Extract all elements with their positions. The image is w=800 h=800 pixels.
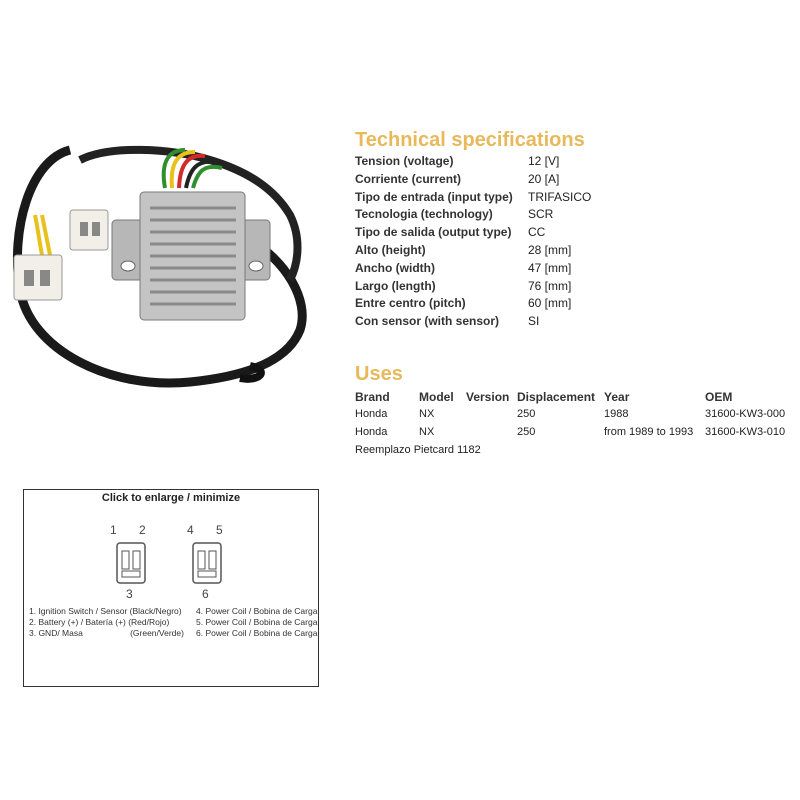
spec-label: Tipo de salida (output type) bbox=[355, 225, 512, 240]
legend-item: 2. Battery (+) / Batería (+) (Red/Rojo) bbox=[29, 616, 170, 627]
spec-value: 20 [A] bbox=[528, 171, 560, 186]
cell-year: from 1989 to 1993 bbox=[604, 425, 694, 438]
table-row bbox=[355, 424, 788, 442]
uses-title: Uses bbox=[355, 363, 403, 385]
col-displacement: Displacement bbox=[517, 390, 596, 404]
pin-label-3: 3 bbox=[126, 587, 133, 601]
cell-displacement: 250 bbox=[517, 425, 536, 438]
spec-value: 76 [mm] bbox=[528, 278, 572, 293]
table-row bbox=[355, 406, 788, 424]
spec-row bbox=[355, 206, 591, 224]
cell-version bbox=[466, 424, 517, 442]
pin-label-5: 5 bbox=[216, 523, 223, 537]
spec-row bbox=[355, 242, 591, 260]
spec-row bbox=[355, 278, 591, 296]
spec-row bbox=[355, 224, 591, 242]
cell-brand: Honda bbox=[355, 408, 388, 420]
spec-row bbox=[355, 295, 591, 313]
legend-left bbox=[29, 606, 184, 638]
pin-label-1: 1 bbox=[110, 523, 117, 537]
spec-value: TRIFASICO bbox=[528, 189, 592, 204]
spec-value: CC bbox=[528, 225, 546, 240]
legend-item: 5. Power Coil / Bobina de Carga bbox=[196, 616, 318, 627]
wiring-diagram[interactable] bbox=[23, 489, 319, 687]
spec-label: Tecnologia (technology) bbox=[355, 207, 493, 222]
pin-label-4: 4 bbox=[187, 523, 194, 537]
spec-label: Entre centro (pitch) bbox=[355, 296, 466, 311]
spec-value: SCR bbox=[528, 207, 554, 222]
col-version: Version bbox=[466, 390, 510, 404]
cell-oem: 31600-KW3-000 bbox=[705, 408, 786, 420]
spec-label: Tipo de entrada (input type) bbox=[355, 189, 513, 204]
spec-label: Largo (length) bbox=[355, 278, 436, 293]
spec-value: 47 [mm] bbox=[528, 260, 572, 275]
replacement-note: Reemplazo Pietcard 1182 bbox=[355, 444, 481, 456]
spec-label: Tension (voltage) bbox=[355, 154, 454, 168]
legend-item: 4. Power Coil / Bobina de Carga bbox=[196, 606, 318, 616]
cell-oem: 31600-KW3-010 bbox=[705, 425, 786, 438]
col-brand: Brand bbox=[355, 390, 390, 404]
cell-year: 1988 bbox=[604, 408, 629, 420]
uses-section bbox=[355, 362, 800, 459]
spec-row bbox=[355, 171, 591, 189]
spec-row bbox=[355, 153, 591, 171]
legend-item: 6. Power Coil / Bobina de Carga bbox=[196, 627, 318, 638]
voltage-regulator-photo bbox=[0, 120, 345, 420]
spec-row bbox=[355, 189, 591, 207]
spec-row bbox=[355, 260, 591, 278]
cell-version bbox=[466, 406, 517, 424]
legend-item: 3. GND/ Masa (Green/Verde) bbox=[29, 627, 184, 638]
spec-label: Ancho (width) bbox=[355, 260, 435, 275]
legend-item: 1. Ignition Switch / Sensor (Black/Negro) bbox=[29, 606, 182, 616]
spec-value: 12 [V] bbox=[528, 154, 560, 168]
connector-left-icon bbox=[116, 542, 146, 584]
enlarge-toggle[interactable]: Click to enlarge / minimize bbox=[101, 492, 241, 504]
cell-model: NX bbox=[419, 425, 435, 438]
spec-table bbox=[355, 153, 591, 331]
specs-title: Technical specifications bbox=[355, 129, 585, 151]
col-year: Year bbox=[604, 390, 630, 404]
technical-specifications bbox=[355, 128, 795, 331]
spec-row bbox=[355, 313, 591, 331]
spec-label: Corriente (current) bbox=[355, 171, 462, 186]
col-model: Model bbox=[419, 390, 454, 404]
spec-value: SI bbox=[528, 314, 540, 329]
pin-label-2: 2 bbox=[139, 523, 146, 537]
spec-value: 28 [mm] bbox=[528, 242, 572, 257]
cell-displacement: 250 bbox=[517, 408, 536, 420]
connector-right-icon bbox=[192, 542, 222, 584]
uses-table bbox=[355, 388, 788, 441]
spec-label: Alto (height) bbox=[355, 242, 426, 257]
pin-label-6: 6 bbox=[202, 587, 209, 601]
cell-model: NX bbox=[419, 408, 435, 420]
col-oem: OEM bbox=[705, 390, 733, 404]
cell-brand: Honda bbox=[355, 425, 388, 438]
spec-value: 60 [mm] bbox=[528, 296, 572, 311]
uses-header-row bbox=[355, 388, 788, 406]
spec-label: Con sensor (with sensor) bbox=[355, 314, 500, 329]
legend-right bbox=[196, 606, 317, 638]
